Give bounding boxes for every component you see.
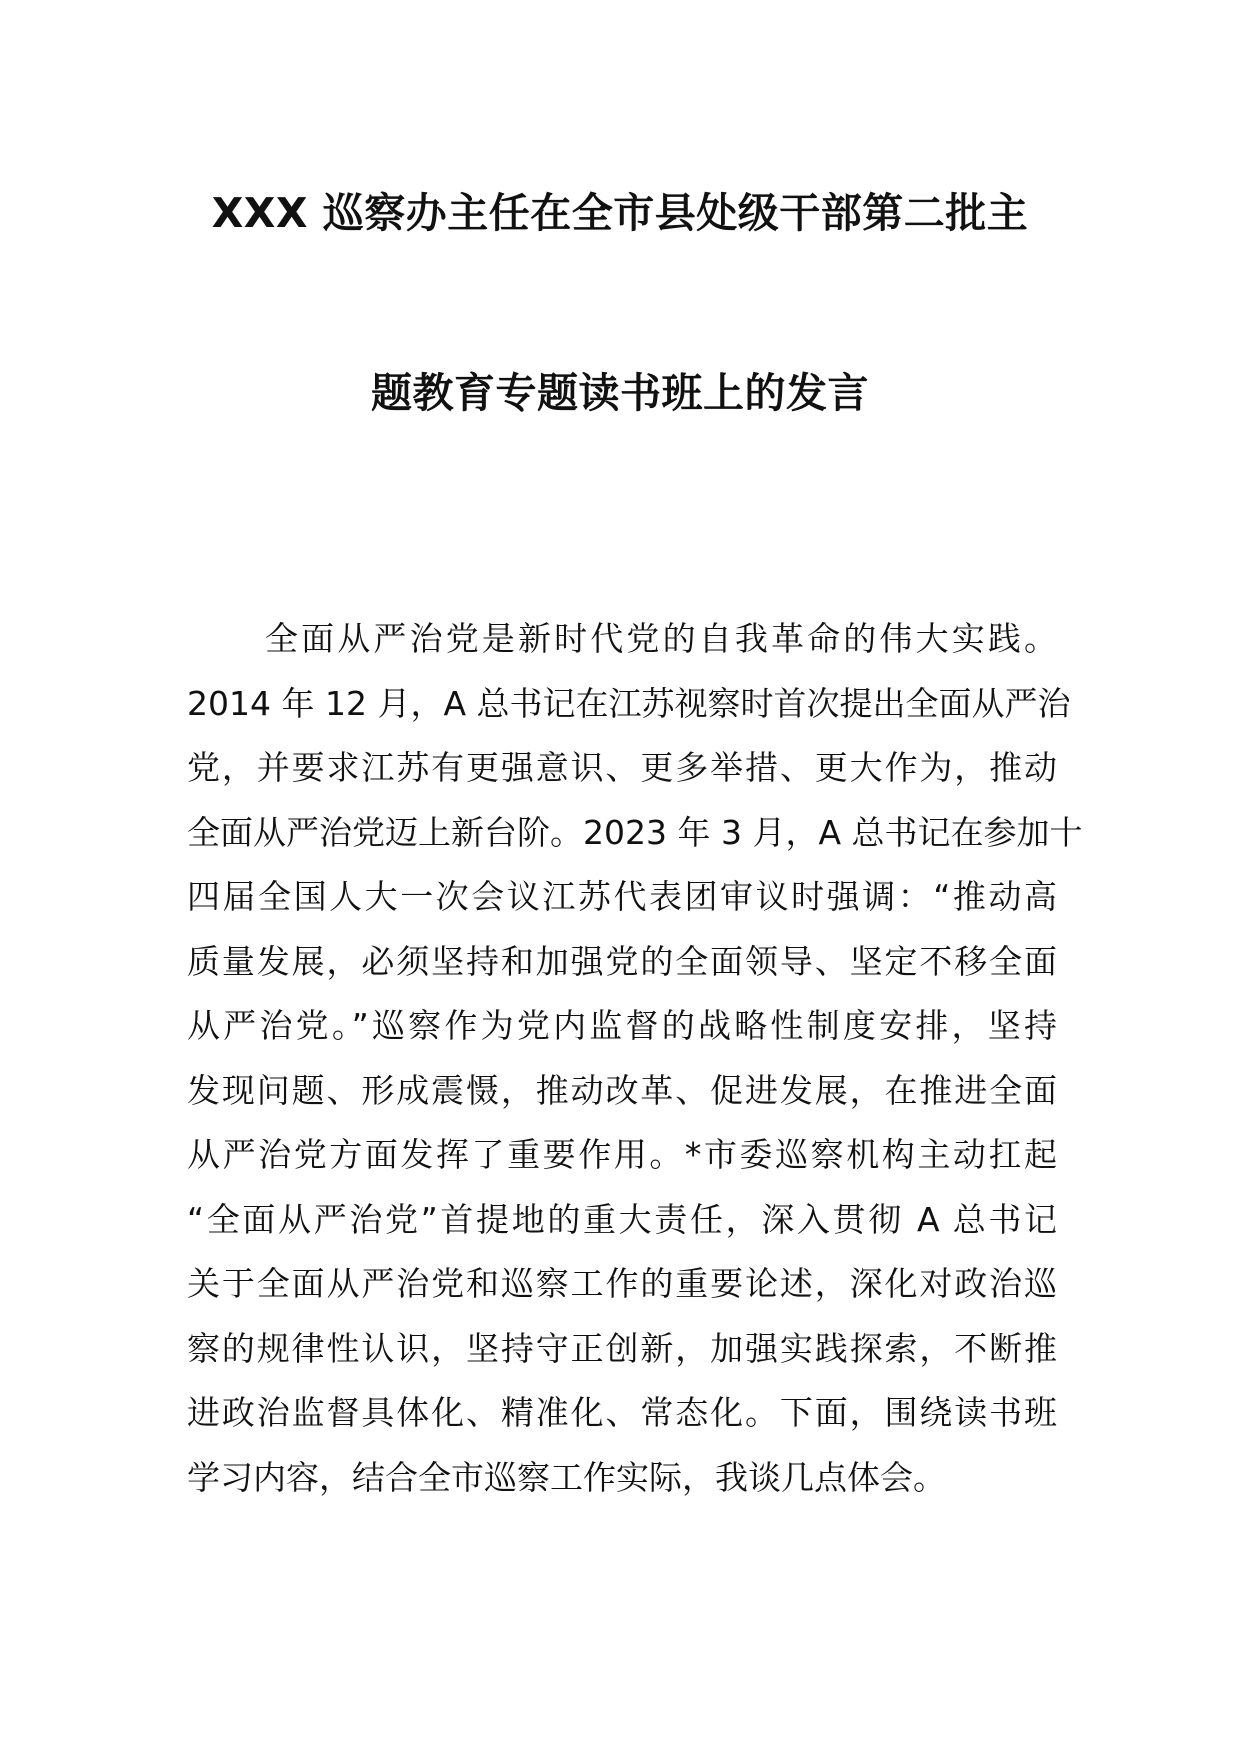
- body-line: 全面从严治党是新时代党的自我革命的伟大实践。: [265, 619, 1057, 658]
- body-line: 2014 年 12 月，A 总书记在江苏视察时首次提出全面从严治: [187, 683, 1071, 723]
- body-line: 从严治党方面发挥了重要作用。*市委巡察机构主动扛起: [187, 1135, 1057, 1174]
- body-line: 察的规律性认识，坚持守正创新，加强实践探索，不断推: [187, 1328, 1057, 1368]
- body-line: 关于全面从严治党和巡察工作的重要论述，深化对政治巡: [187, 1264, 1057, 1303]
- body-line: 四届全国人大一次会议江苏代表团审议时强调：“推动高: [187, 877, 1057, 916]
- document-body-paragraph: [187, 607, 1083, 1510]
- document-title-line-2: 题教育专题读书班上的发言: [371, 369, 869, 417]
- body-line: 从严治党。”巡察作为党内监督的战略性制度安排，坚持: [187, 1006, 1057, 1045]
- body-line: 质量发展，必须坚持和加强党的全面领导、坚定不移全面: [187, 941, 1057, 981]
- body-line: 发现问题、形成震慑，推动改革、促进发展，在推进全面: [187, 1070, 1057, 1110]
- body-line: 进政治监督具体化、精准化、常态化。下面，围绕读书班: [187, 1393, 1057, 1432]
- body-line: 党，并要求江苏有更强意识、更多举措、更大作为，推动: [187, 748, 1057, 787]
- body-line: “全面从严治党”首提地的重大责任，深入贯彻 A 总书记: [187, 1199, 1057, 1239]
- body-line: 全面从严治党迈上新台阶。2023 年 3 月，A 总书记在参加十: [187, 812, 1083, 852]
- body-line: 学习内容，结合全市巡察工作实际，我谈几点体会。: [187, 1457, 946, 1497]
- document-title-line-1: XXX 巡察办主任在全市县处级干部第二批主: [211, 189, 1029, 237]
